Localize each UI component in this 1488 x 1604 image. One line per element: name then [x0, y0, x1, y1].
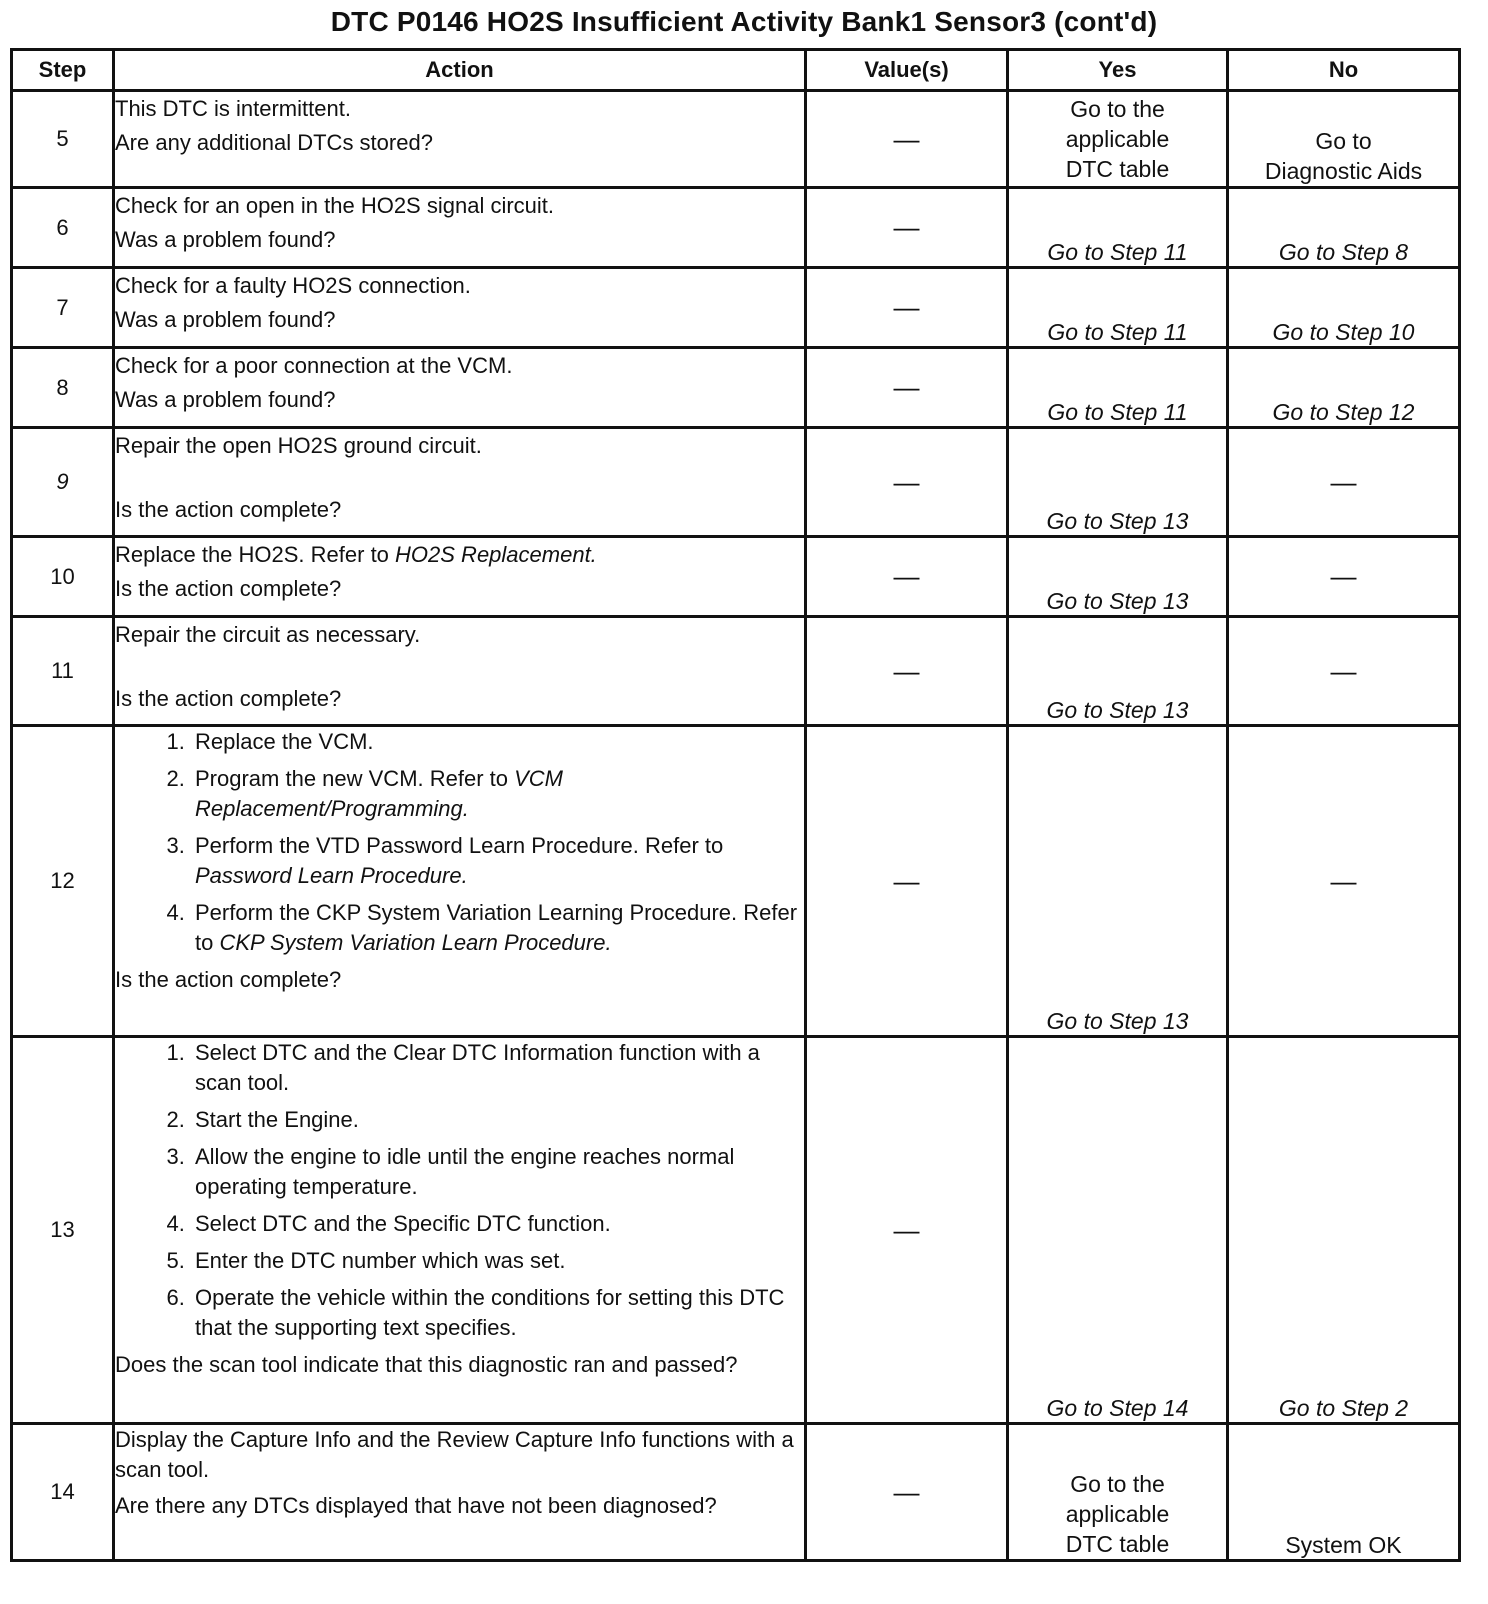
reference-link[interactable]: Password Learn Procedure.: [195, 863, 468, 888]
value-cell: —: [806, 348, 1008, 428]
reference-link[interactable]: CKP System Variation Learn Procedure.: [219, 930, 612, 955]
action-question: Is the action complete?: [115, 967, 342, 992]
list-item: 5. Enter the DTC number which was set.: [191, 1246, 804, 1276]
header-no: No: [1228, 50, 1460, 91]
step-number: [12, 428, 114, 537]
list-item: 1. Replace the VCM.: [191, 727, 804, 757]
table-row: [12, 268, 1460, 348]
step-number: 11: [12, 617, 114, 726]
step-number: 6: [12, 188, 114, 268]
list-item: 1. Select DTC and the Clear DTC Information function with a scan tool.: [191, 1038, 804, 1098]
action-text: This DTC is intermittent.: [115, 96, 351, 121]
value-cell: —: [806, 537, 1008, 617]
action-text: Repair the circuit as necessary.: [115, 622, 421, 647]
step-number: 8: [12, 348, 114, 428]
list-item: 6. Operate the vehicle within the conditions for setting this DTC that the supporting text specifies.: [191, 1283, 804, 1343]
action-text: Display the Capture Info and the Review Capture Info functions with a scan tool.: [115, 1427, 794, 1482]
header-action: Action: [114, 50, 806, 91]
no-cell: Go to Step 12: [1228, 348, 1460, 428]
step-number: 5: [12, 91, 114, 188]
no-text: Diagnostic Aids: [1264, 158, 1423, 184]
table-row: [12, 617, 1460, 726]
action-cell: [114, 617, 806, 726]
table-row: [12, 1037, 1460, 1424]
no-cell: [1228, 91, 1460, 188]
action-text-plain: Replace the HO2S. Refer to: [115, 542, 396, 567]
no-cell: Go to Step 2: [1228, 1037, 1460, 1424]
action-cell: [114, 1424, 806, 1561]
yes-cell: Go to Step 13: [1008, 428, 1228, 537]
value-cell: —: [806, 1424, 1008, 1561]
value-cell: —: [806, 428, 1008, 537]
no-cell: Go to Step 10: [1228, 268, 1460, 348]
yes-cell: Go to Step 13: [1008, 726, 1228, 1037]
action-cell: [114, 726, 806, 1037]
value-cell: —: [806, 726, 1008, 1037]
action-question: Are any additional DTCs stored?: [115, 130, 433, 155]
action-text: [115, 538, 804, 572]
table-row: [12, 188, 1460, 268]
value-cell: —: [806, 1037, 1008, 1424]
no-cell: —: [1228, 428, 1460, 537]
action-cell: [114, 268, 806, 348]
action-question: Is the action complete?: [115, 497, 342, 522]
action-cell: [114, 348, 806, 428]
yes-cell: Go to Step 13: [1008, 537, 1228, 617]
reference-link[interactable]: HO2S Replacement.: [395, 542, 597, 567]
diagnostic-table: [10, 48, 1461, 1562]
yes-cell: Go to Step 11: [1008, 348, 1228, 428]
action-cell: [114, 537, 806, 617]
action-cell: [114, 91, 806, 188]
procedure-list: [115, 727, 804, 958]
value-cell: —: [806, 617, 1008, 726]
no-cell: Go to Step 8: [1228, 188, 1460, 268]
table-row: [12, 91, 1460, 188]
list-item-text: Program the new VCM. Refer to: [195, 766, 515, 791]
action-question: Was a problem found?: [115, 307, 336, 332]
step-number-text: 9: [56, 469, 69, 494]
yes-text: applicable: [1065, 1501, 1170, 1527]
yes-cell: Go to Step 11: [1008, 188, 1228, 268]
yes-cell: Go to Step 14: [1008, 1037, 1228, 1424]
action-text: Check for a faulty HO2S connection.: [115, 273, 471, 298]
header-row: [12, 50, 1460, 91]
list-item: 2. Start the Engine.: [191, 1105, 804, 1135]
yes-cell: [1008, 91, 1228, 188]
list-item-text: Perform the VTD Password Learn Procedure. Refer to: [195, 833, 724, 858]
yes-cell: Go to Step 11: [1008, 268, 1228, 348]
yes-text: Go to the: [1070, 96, 1165, 122]
action-cell: [114, 1037, 806, 1424]
procedure-list: [115, 1038, 804, 1343]
no-text: Go to: [1315, 128, 1372, 154]
list-item-text: Perform the CKP System Variation Learning Procedure. Refer to: [195, 900, 798, 955]
action-question: Is the action complete?: [115, 686, 342, 711]
action-question: Is the action complete?: [115, 576, 342, 601]
no-cell: —: [1228, 617, 1460, 726]
step-number: 12: [12, 726, 114, 1037]
yes-text: DTC table: [1065, 156, 1170, 182]
list-item: 4. Select DTC and the Specific DTC function.: [191, 1209, 804, 1239]
yes-text: Go to the: [1070, 1471, 1165, 1497]
yes-cell: [1008, 1424, 1228, 1561]
no-cell: System OK: [1228, 1424, 1460, 1561]
header-step: Step: [12, 50, 114, 91]
action-question: Was a problem found?: [115, 387, 336, 412]
list-item: [191, 831, 804, 891]
no-cell: —: [1228, 537, 1460, 617]
table-row: [12, 726, 1460, 1037]
header-values: Value(s): [806, 50, 1008, 91]
table-row: [12, 1424, 1460, 1561]
action-text: Check for a poor connection at the VCM.: [115, 353, 513, 378]
table-row: [12, 537, 1460, 617]
action-question: Does the scan tool indicate that this diagnostic ran and passed?: [115, 1352, 738, 1377]
list-item: [191, 764, 804, 824]
action-question: Was a problem found?: [115, 227, 336, 252]
table-row: [12, 428, 1460, 537]
action-text: Check for an open in the HO2S signal circuit.: [115, 193, 555, 218]
yes-text: applicable: [1065, 126, 1170, 152]
value-cell: —: [806, 188, 1008, 268]
no-cell: —: [1228, 726, 1460, 1037]
step-number: 14: [12, 1424, 114, 1561]
list-item: [191, 898, 804, 958]
step-number: 7: [12, 268, 114, 348]
step-number: 13: [12, 1037, 114, 1424]
yes-cell: Go to Step 13: [1008, 617, 1228, 726]
list-item: 3. Allow the engine to idle until the engine reaches normal operating temperature.: [191, 1142, 804, 1202]
step-number: 10: [12, 537, 114, 617]
reference-link[interactable]: VCM Replacement/Programming.: [195, 766, 564, 821]
table-row: [12, 348, 1460, 428]
action-text: Repair the open HO2S ground circuit.: [115, 433, 482, 458]
action-cell: [114, 428, 806, 537]
action-question: Are there any DTCs displayed that have not been diagnosed?: [115, 1493, 717, 1518]
action-cell: [114, 188, 806, 268]
value-cell: —: [806, 91, 1008, 188]
header-yes: Yes: [1008, 50, 1228, 91]
value-cell: —: [806, 268, 1008, 348]
yes-text: DTC table: [1065, 1531, 1170, 1557]
page-title: DTC P0146 HO2S Insufficient Activity Bank1 Sensor3 (cont'd): [330, 6, 1158, 37]
